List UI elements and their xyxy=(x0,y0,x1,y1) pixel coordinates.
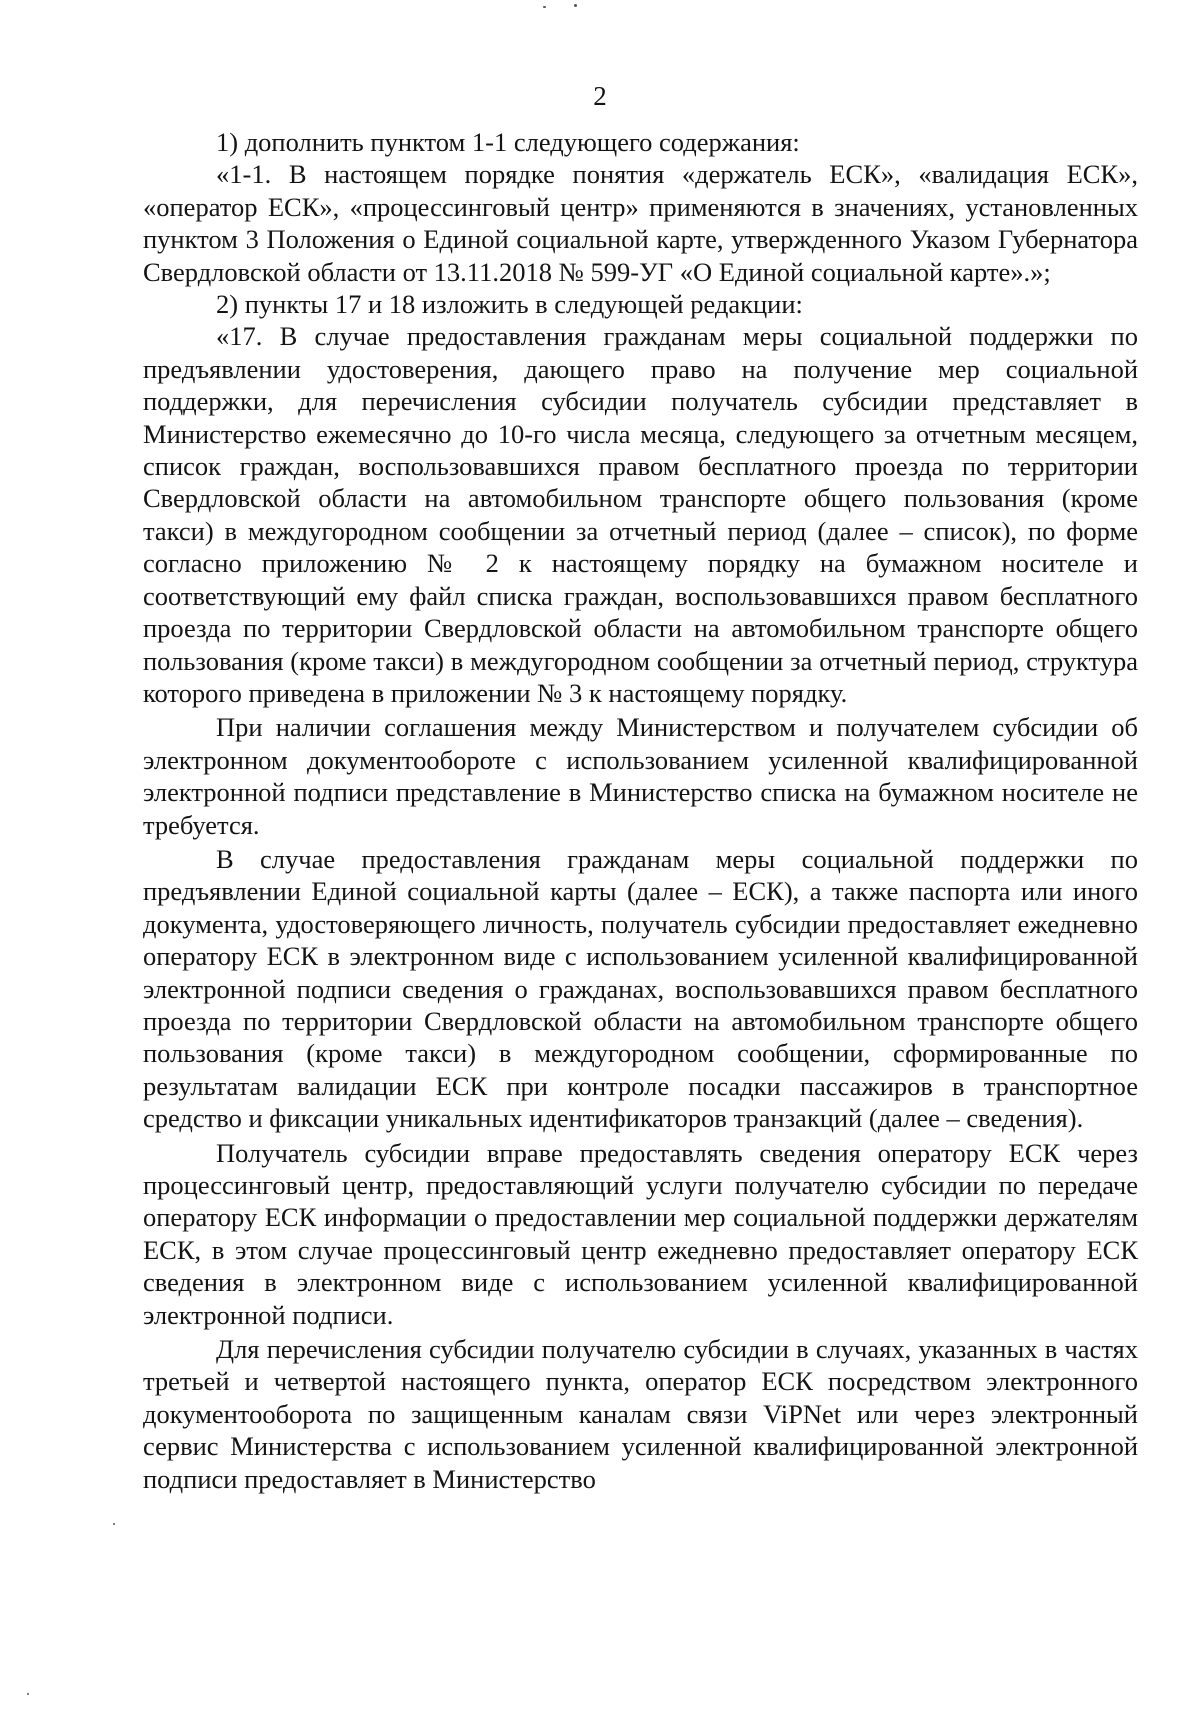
scan-speck xyxy=(27,1693,29,1695)
paragraph-subsidy-transfer: Для перечисления субсидии получателю субсидии в случаях, указанных в частях третьей и четвертой настоящего пункта, оператор ЕСК посредством электронного документооборота по защищенным каналам связи ViPNet или через электронный сервис Министерства с использованием усиленной квалифицированной электронной подписи предоставляет в Министерство xyxy=(143,1334,1138,1494)
paragraph-esk-case: В случае предоставления гражданам меры социальной поддержки по предъявлении Единой социальной карты (далее – ЕСК), а также паспорта или иного документа, удостоверяющего личность, получатель субсидии предоставляет ежедневно оператору ЕСК в электронном виде с использованием усиленной квалифицированной электронной подписи сведения о гражданах, воспользовавшихся правом бесплатного проезда по территории Свердловской области на автомобильном транспорте общего пользования (кроме такси) в междугородном сообщении, сформированные по результатам валидации ЕСК при контроле посадки пассажиров в транспортное средство и фиксации уникальных идентификаторов транзакций (далее – сведения). xyxy=(143,843,1138,1134)
paragraph-clause-1-1: «1-1. В настоящем порядке понятия «держатель ЕСК», «валидация ЕСК», «оператор ЕСК», «процессинговый центр» применяются в значениях, установленных пунктом 3 Положения о Единой социальной карте, утвержденного Указом Губернатора Свердловской области от 13.11.2018 № 599-УГ «О Единой социальной карте».»; xyxy=(143,159,1138,287)
scan-speck xyxy=(574,4,577,7)
scan-speck xyxy=(543,6,546,8)
paragraph-clause-17: «17. В случае предоставления гражданам меры социальной поддержки по предъявлении удостоверения, дающего право на получение мер социальной поддержки, для перечисления субсидии получатель субсидии представляет в Министерство ежемесячно до 10-го числа месяца, следующего за отчетным месяцем, список граждан, воспользовавшихся правом бесплатного проезда по территории Свердловской области на автомобильном транспорте общего пользования (кроме такси) в междугородном сообщении за отчетный период (далее – список), по форме согласно приложению № 2 к настоящему порядку на бумажном носителе и соответствующий ему файл списка граждан, воспользовавшихся правом бесплатного проезда по территории Свердловской области на автомобильном транспорте общего пользования (кроме такси) в междугородном сообщении за отчетный период, структура которого приведена в приложении № 3 к настоящему порядку. xyxy=(143,321,1138,708)
document-body xyxy=(143,126,1138,1495)
paragraph-processing-center: Получатель субсидии вправе предоставлять сведения оператору ЕСК через процессинговый центр, предоставляющий услуги получателю субсидии по передаче оператору ЕСК информации о предоставлении мер социальной поддержки держателям ЕСК, в этом случае процессинговый центр ежедневно предоставляет оператору ЕСК сведения в электронном виде с использованием усиленной квалифицированной электронной подписи. xyxy=(143,1137,1138,1330)
paragraph-amendment-2: 2) пункты 17 и 18 изложить в следующей редакции: xyxy=(216,289,803,320)
scan-speck xyxy=(113,1523,115,1525)
page-number: 2 xyxy=(593,81,607,111)
paragraph-amendment-1: 1) дополнить пунктом 1-1 следующего содержания: xyxy=(216,127,800,157)
paragraph-agreement: При наличии соглашения между Министерством и получателем субсидии об электронном документообороте с использованием усиленной квалифицированной электронной подписи представление в Министерство списка на бумажном носителе не требуется. xyxy=(143,712,1138,840)
